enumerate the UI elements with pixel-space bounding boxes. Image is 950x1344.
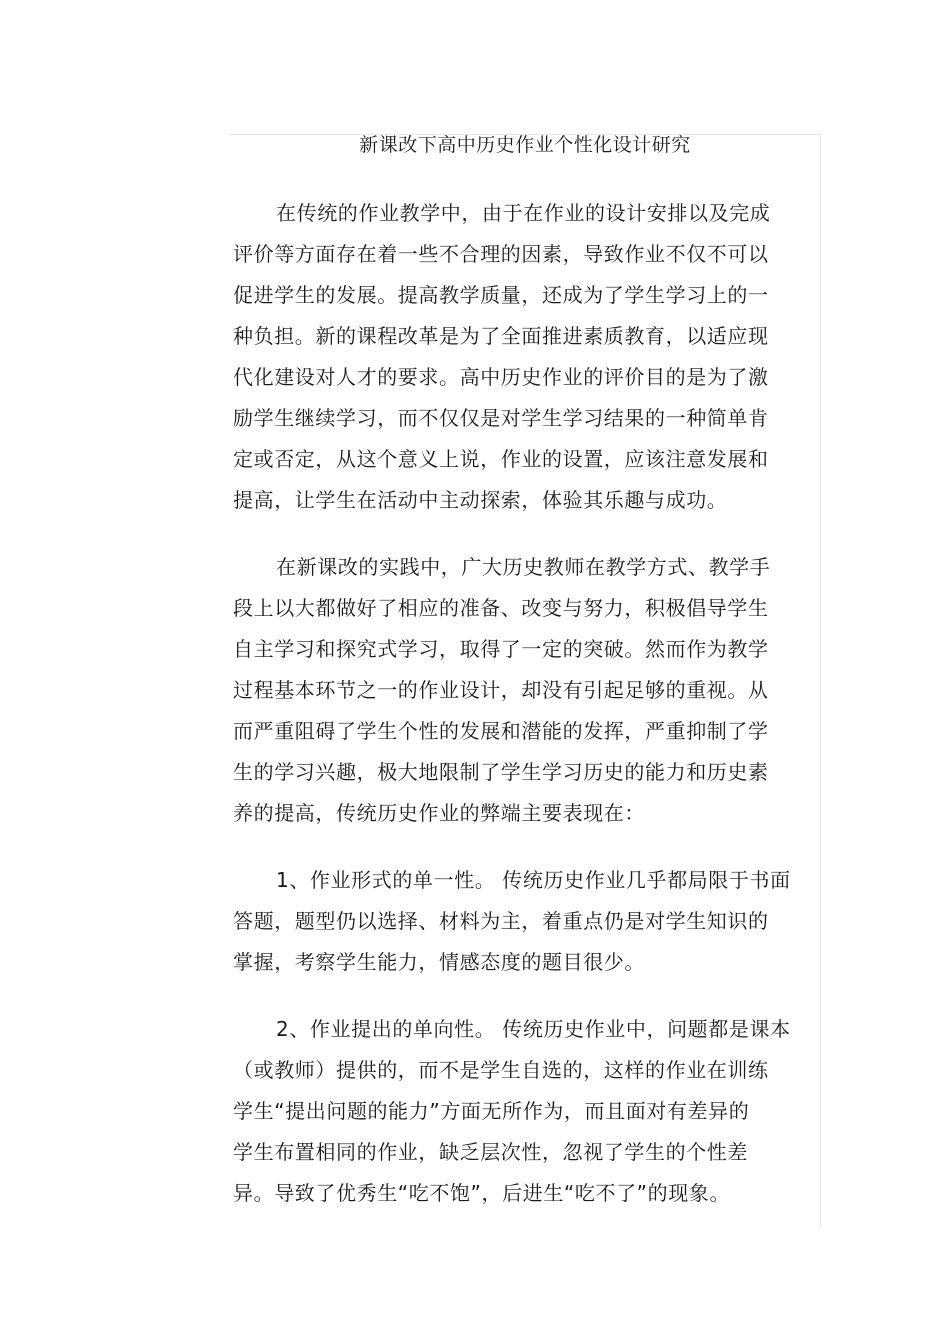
paragraph-1-line-1: 在传统的作业教学中，由于在作业的设计安排以及完成 [276, 201, 771, 225]
paragraph-2-line-4: 过程基本环节之一的作业设计，却没有引起足够的重视。从 [233, 678, 769, 702]
paragraph-4-line-2: （或教师）提供的，而不是学生自选的，这样的作业在训练 [233, 1058, 769, 1082]
paragraph-2-line-6: 生的学习兴趣，极大地限制了学生学习历史的能力和历史素 [233, 760, 769, 784]
paragraph-2-line-1: 在新课改的实践中，广大历史教师在教学方式、教学手 [276, 555, 771, 579]
paragraph-4-line-5: 异。导致了优秀生“吃不饱”，后进生“吃不了”的现象。 [233, 1181, 731, 1205]
paragraph-3-line-1: 1、作业形式的单一性。 传统历史作业几乎都局限于书面 [276, 868, 791, 892]
paragraph-2-line-3: 自主学习和探究式学习，取得了一定的突破。然而作为教学 [233, 637, 769, 661]
paragraph-4-line-1: 2、作业提出的单向性。 传统历史作业中，问题都是课本 [276, 1017, 791, 1041]
paragraph-1-line-7: 定或否定，从这个意义上说，作业的设置，应该注意发展和 [233, 447, 769, 471]
paragraph-2-line-7: 养的提高，传统历史作业的弊端主要表现在： [233, 801, 645, 825]
paragraph-1-line-2: 评价等方面存在着一些不合理的因素，导致作业不仅不可以 [233, 242, 769, 266]
paragraph-3-line-3: 掌握，考察学生能力，情感态度的题目很少。 [233, 950, 645, 974]
paragraph-1-line-5: 代化建设对人才的要求。高中历史作业的评价目的是为了激 [233, 365, 769, 389]
document-title: 新课改下高中历史作业个性化设计研究 [359, 134, 691, 156]
paragraph-4-line-3: 学生“提出问题的能力”方面无所作为，而且面对有差异的 [233, 1099, 750, 1123]
paragraph-2-line-2: 段上以大都做好了相应的准备、改变与努力，积极倡导学生 [233, 596, 769, 620]
paragraph-3-line-2: 答题，题型仍以选择、材料为主，着重点仍是对学生知识的 [233, 909, 769, 933]
paragraph-2-line-5: 而严重阻碍了学生个性的发展和潜能的发挥，严重抑制了学 [233, 719, 769, 743]
paragraph-1-line-8: 提高，让学生在活动中主动探索，体验其乐趣与成功。 [233, 488, 728, 512]
paragraph-4-line-4: 学生布置相同的作业，缺乏层次性，忽视了学生的个性差 [233, 1140, 748, 1164]
paragraph-1-line-4: 种负担。新的课程改革是为了全面推进素质教育，以适应现 [233, 324, 769, 348]
page-frame-right-border [820, 134, 821, 1228]
paragraph-1-line-6: 励学生继续学习，而不仅仅是对学生学习结果的一种简单肯 [233, 406, 769, 430]
paragraph-1-line-3: 促进学生的发展。提高教学质量，还成为了学生学习上的一 [233, 283, 769, 307]
